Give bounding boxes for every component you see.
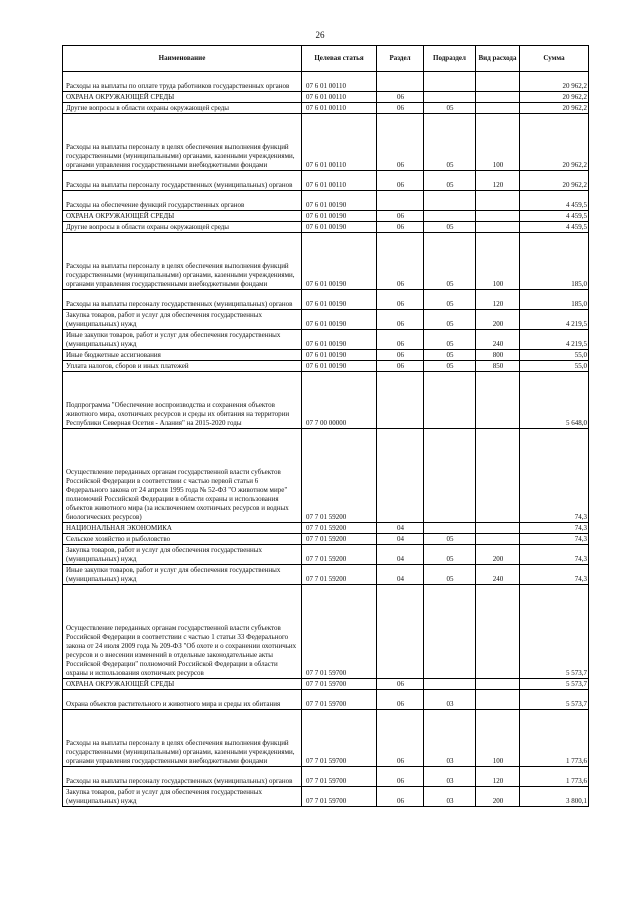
row-sum: 5 573,7 [520,679,589,690]
row-code: 07 7 01 59200 [302,429,377,523]
row-name: Расходы на выплаты персоналу государственных (муниципальных) органов [63,767,302,787]
row-type [476,690,520,710]
row-subsection: 05 [424,222,476,233]
table-row [63,222,589,233]
row-type: 120 [476,290,520,310]
row-section: 06 [377,211,424,222]
row-section: 06 [377,114,424,171]
row-code: 07 6 01 00110 [302,103,377,114]
table-row [63,767,589,787]
row-code: 07 6 01 00190 [302,330,377,350]
row-sum: 20 962,2 [520,72,589,92]
table-row [63,330,589,350]
row-code: 07 7 01 59700 [302,767,377,787]
row-section: 04 [377,545,424,565]
row-code: 07 6 01 00110 [302,72,377,92]
row-section: 06 [377,92,424,103]
row-sum: 3 800,1 [520,787,589,807]
row-type [476,191,520,211]
row-type: 240 [476,330,520,350]
row-section: 06 [377,103,424,114]
row-section [377,191,424,211]
row-sum: 185,0 [520,290,589,310]
row-section: 06 [377,679,424,690]
row-name: Иные закупки товаров, работ и услуг для обеспечения государственных (муниципальных) нужд [63,330,302,350]
row-subsection [424,191,476,211]
row-name: Расходы на выплаты персоналу государственных (муниципальных) органов [63,290,302,310]
row-sum: 1 773,6 [520,710,589,767]
row-name: Сельское хозяйство и рыболовство [63,534,302,545]
row-subsection: 03 [424,767,476,787]
row-subsection [424,372,476,429]
row-section: 06 [377,290,424,310]
row-subsection [424,523,476,534]
row-name: Охрана объектов растительного и животного мира и среды их обитания [63,690,302,710]
row-sum: 20 962,2 [520,114,589,171]
row-name: ОХРАНА ОКРУЖАЮЩЕЙ СРЕДЫ [63,92,302,103]
row-name: Уплата налогов, сборов и иных платежей [63,361,302,372]
row-type: 240 [476,565,520,585]
row-section: 06 [377,222,424,233]
row-name: Осуществление переданных органам государственной власти субъектов Российской Федерации в соответствии с частью первой статьи 6 Федерального закона от 24 апреля 1995 года № 52-ФЗ "О животном мире" полномочий Российской Федерации в области охраны и использования объектов животного мира (за исключением охотничьих ресурсов и водных биологических ресурсов) [63,429,302,523]
row-code: 07 6 01 00110 [302,92,377,103]
column-header-name: Наименование [63,46,302,72]
row-section: 04 [377,534,424,545]
row-name: Расходы на выплаты персоналу в целях обеспечения выполнения функций государственными (муниципальными) органами, казенными учреждениями, органами управления государственными внебюджетными фондами [63,710,302,767]
row-type: 100 [476,233,520,290]
row-code: 07 7 01 59700 [302,787,377,807]
row-subsection: 05 [424,114,476,171]
row-section: 06 [377,787,424,807]
table-row [63,350,589,361]
row-sum: 20 962,2 [520,92,589,103]
row-name: Иные бюджетные ассигнования [63,350,302,361]
row-section: 06 [377,330,424,350]
row-code: 07 7 01 59700 [302,585,377,679]
row-section: 04 [377,565,424,585]
row-subsection: 05 [424,310,476,330]
row-subsection: 05 [424,233,476,290]
row-type [476,585,520,679]
row-sum: 5 648,0 [520,372,589,429]
row-subsection [424,92,476,103]
table-row [63,211,589,222]
row-code: 07 6 01 00190 [302,361,377,372]
row-section: 06 [377,710,424,767]
row-code: 07 7 01 59700 [302,710,377,767]
row-name: Закупка товаров, работ и услуг для обеспечения государственных (муниципальных) нужд [63,310,302,330]
column-header-subsection: Подраздел [424,46,476,72]
row-type [476,211,520,222]
row-section [377,429,424,523]
row-sum: 20 962,2 [520,171,589,191]
table-row [63,429,589,523]
row-type: 800 [476,350,520,361]
row-sum: 20 962,2 [520,103,589,114]
row-section: 06 [377,767,424,787]
table-row [63,290,589,310]
row-name: Расходы на выплаты по оплате труда работников государственных органов [63,72,302,92]
row-code: 07 6 01 00190 [302,211,377,222]
row-code: 07 7 00 00000 [302,372,377,429]
row-type [476,534,520,545]
row-section [377,72,424,92]
row-sum: 4 459,5 [520,191,589,211]
page-number: 26 [315,30,325,40]
table-row [63,679,589,690]
row-type [476,92,520,103]
row-name: Расходы на обеспечение функций государственных органов [63,191,302,211]
row-sum: 4 219,5 [520,310,589,330]
row-code: 07 6 01 00190 [302,290,377,310]
row-subsection [424,585,476,679]
row-subsection [424,211,476,222]
row-sum: 4 459,5 [520,211,589,222]
row-code: 07 6 01 00190 [302,310,377,330]
row-subsection: 03 [424,787,476,807]
row-code: 07 6 01 00190 [302,350,377,361]
row-sum: 185,0 [520,233,589,290]
table-row [63,171,589,191]
row-sum: 74,3 [520,565,589,585]
row-type [476,523,520,534]
row-subsection: 05 [424,103,476,114]
row-sum: 74,3 [520,534,589,545]
column-header-section: Раздел [377,46,424,72]
row-type: 100 [476,710,520,767]
row-type [476,429,520,523]
row-subsection: 05 [424,171,476,191]
table-row [63,534,589,545]
row-sum: 1 773,6 [520,767,589,787]
row-sum: 74,3 [520,545,589,565]
table-row [63,710,589,767]
row-subsection: 03 [424,690,476,710]
row-sum: 74,3 [520,429,589,523]
row-subsection [424,429,476,523]
row-section: 06 [377,361,424,372]
table-row [63,103,589,114]
table-row [63,92,589,103]
row-sum: 55,0 [520,350,589,361]
row-name: Другие вопросы в области охраны окружающей среды [63,103,302,114]
row-name: Расходы на выплаты персоналу государственных (муниципальных) органов [63,171,302,191]
row-type: 200 [476,310,520,330]
row-type: 200 [476,545,520,565]
table-row [63,233,589,290]
row-type: 200 [476,787,520,807]
row-sum: 5 573,7 [520,690,589,710]
row-code: 07 7 01 59200 [302,534,377,545]
row-type: 100 [476,114,520,171]
row-subsection: 05 [424,290,476,310]
table-row [63,585,589,679]
row-name: Закупка товаров, работ и услуг для обеспечения государственных (муниципальных) нужд [63,787,302,807]
table-row [63,787,589,807]
row-name: Закупка товаров, работ и услуг для обеспечения государственных (муниципальных) нужд [63,545,302,565]
row-code: 07 6 01 00190 [302,191,377,211]
row-code: 07 7 01 59200 [302,565,377,585]
row-section: 06 [377,171,424,191]
row-code: 07 6 01 00110 [302,114,377,171]
row-subsection: 03 [424,710,476,767]
table-row [63,310,589,330]
row-sum: 4 219,5 [520,330,589,350]
table-row [63,191,589,211]
row-type [476,679,520,690]
table-row [63,523,589,534]
row-code: 07 7 01 59700 [302,679,377,690]
budget-table [62,45,589,807]
row-section: 06 [377,233,424,290]
table-row [63,545,589,565]
row-name: НАЦИОНАЛЬНАЯ ЭКОНОМИКА [63,523,302,534]
row-subsection [424,72,476,92]
row-section: 06 [377,310,424,330]
row-name: Расходы на выплаты персоналу в целях обеспечения выполнения функций государственными (муниципальными) органами, казенными учреждениями, органами управления государственными внебюджетными фондами [63,114,302,171]
row-code: 07 7 01 59200 [302,545,377,565]
row-code: 07 7 01 59700 [302,690,377,710]
column-header-code: Целевая статья [302,46,377,72]
row-section: 04 [377,523,424,534]
row-code: 07 7 01 59200 [302,523,377,534]
row-subsection: 05 [424,350,476,361]
row-name: ОХРАНА ОКРУЖАЮЩЕЙ СРЕДЫ [63,679,302,690]
row-section: 06 [377,690,424,710]
row-type: 120 [476,171,520,191]
row-type [476,72,520,92]
row-name: Иные закупки товаров, работ и услуг для обеспечения государственных (муниципальных) нужд [63,565,302,585]
table-row [63,361,589,372]
row-section: 06 [377,350,424,361]
column-header-type: Вид расхода [476,46,520,72]
row-subsection: 05 [424,545,476,565]
row-name: Расходы на выплаты персоналу в целях обеспечения выполнения функций государственными (муниципальными) органами, казенными учреждениями, органами управления государственными внебюджетными фондами [63,233,302,290]
row-sum: 5 573,7 [520,585,589,679]
row-subsection: 05 [424,534,476,545]
row-section [377,585,424,679]
row-subsection: 05 [424,565,476,585]
row-sum: 74,3 [520,523,589,534]
row-code: 07 6 01 00190 [302,233,377,290]
row-sum: 4 459,5 [520,222,589,233]
row-code: 07 6 01 00110 [302,171,377,191]
row-section [377,372,424,429]
table-header [63,46,589,72]
row-type [476,372,520,429]
table-row [63,372,589,429]
row-subsection: 05 [424,361,476,372]
row-subsection: 05 [424,330,476,350]
row-type [476,103,520,114]
row-type: 120 [476,767,520,787]
table-row [63,72,589,92]
table-row [63,114,589,171]
row-name: ОХРАНА ОКРУЖАЮЩЕЙ СРЕДЫ [63,211,302,222]
row-type [476,222,520,233]
row-code: 07 6 01 00190 [302,222,377,233]
row-subsection [424,679,476,690]
row-name: Подпрограмма "Обеспечение воспроизводства и сохранения объектов животного мира, охотничьих ресурсов и среды их обитания на территории Республики Северная Осетия - Алания" на 2015-2020 годы [63,372,302,429]
row-type: 850 [476,361,520,372]
row-sum: 55,0 [520,361,589,372]
row-name: Другие вопросы в области охраны окружающей среды [63,222,302,233]
column-header-sum: Сумма [520,46,589,72]
row-name: Осуществление переданных органам государственной власти субъектов Российской Федерации в соответствии с частью 1 статьи 33 Федерального закона от 24 июля 2009 года № 209-ФЗ "Об охоте и о сохранении охотничьих ресурсов и о внесении изменений в отдельные законодательные акты Российской Федерации" полномочий Российской Федерации в области охраны и использования охотничьих ресурсов [63,585,302,679]
table-row [63,690,589,710]
table-row [63,565,589,585]
